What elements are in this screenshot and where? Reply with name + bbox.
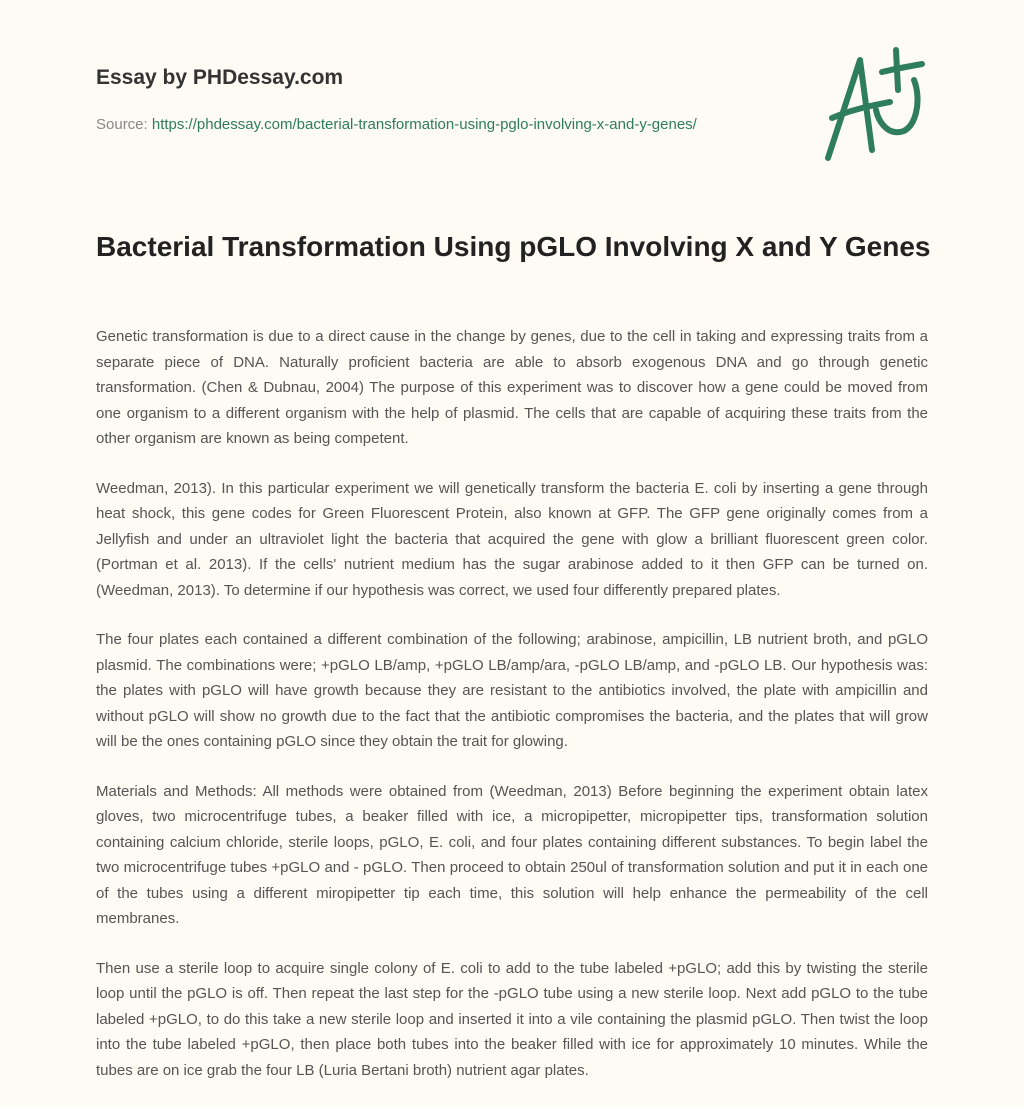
source-link[interactable]: https://phdessay.com/bacterial-transformation-using-pglo-involving-x-and-y-genes/ <box>151 116 697 133</box>
paragraph: Genetic transformation is due to a direct cause in the change by genes, due to the cell in taking and expressing traits from a separate piece of DNA. Naturally proficient bacteria are able to absorb exogenous DNA and go through genetic transformation. (Chen & Dubnau, 2004) The purpose of this experiment was to discover how a gene could be moved from one organism to a different organism with the help of plasmid. The cells that are capable of acquiring these traits from the other organism are known as being competent. <box>96 328 928 447</box>
source-line <box>96 112 716 137</box>
source-label: Source: <box>96 116 148 133</box>
paragraph: Materials and Methods: All methods were obtained from (Weedman, 2013) Before beginning the experiment obtain latex gloves, two microcentrifuge tubes, a beaker filled with ice, a micropipetter, micropipetter tips, transformation solution containing calcium chloride, sterile loops, pGLO, E. coli, and four plates containing different substances. To begin label the two microcentrifuge tubes +pGLO and - pGLO. Then proceed to obtain 250ul of transformation solution and put it in each one of the tubes using a different miropipetter tip each time, this solution will help enhance the permeability of the cell membranes. <box>96 782 928 927</box>
paragraph: Then use a sterile loop to acquire single colony of E. coli to add to the tube labeled +pGLO; add this by twisting the sterile loop until the pGLO is off. Then repeat the last step for the -pGLO tube using a new sterile loop. Next add pGLO to the tube labeled +pGLO, to do this take a new sterile loop and inserted it into a vile containing the plasmid pGLO. Then twist the loop into the tube labeled +pGLO, then place both tubes into the beaker filled with ice for approximately 10 minutes. While the tubes are on ice grab the four LB (Luria Bertani broth) nutrient agar plates. <box>96 959 928 1079</box>
paragraph: The four plates each contained a different combination of the following; arabinose, ampicillin, LB nutrient broth, and pGLO plasmid. The combinations were; +pGLO LB/amp, +pGLO LB/amp/ara, -pGLO LB/amp, and -pGLO LB. Our hypothesis was: the plates with pGLO will have growth because they are resistant to the antibiotics involved, the plate with ampicillin and without pGLO will show no growth due to the fact that the antibiotic compromises the bacteria, and the plates that will grow will be the ones containing pGLO since they obtain the trait for glowing. <box>96 631 928 750</box>
a-plus-logo-icon <box>820 40 930 170</box>
site-title: Essay by PHDessay.com <box>96 66 344 89</box>
paragraph: Weedman, 2013). In this particular experiment we will genetically transform the bacteria E. coli by inserting a gene through heat shock, this gene codes for Green Fluorescent Protein, also known at GFP. The GFP gene originally comes from a Jellyfish and under an ultraviolet light the bacteria that acquired the gene with glow a brilliant fluorescent green color. (Portman et al. 2013). If the cells' nutrient medium has the sugar arabinose added to it then GFP can be turned on. (Weedman, 2013). To determine if our hypothesis was correct, we used four differently prepared plates. <box>96 479 928 599</box>
article-title: Bacterial Transformation Using pGLO Involving X and Y Genes <box>96 231 931 262</box>
page-header <box>0 0 1024 210</box>
article-body <box>96 324 928 1107</box>
